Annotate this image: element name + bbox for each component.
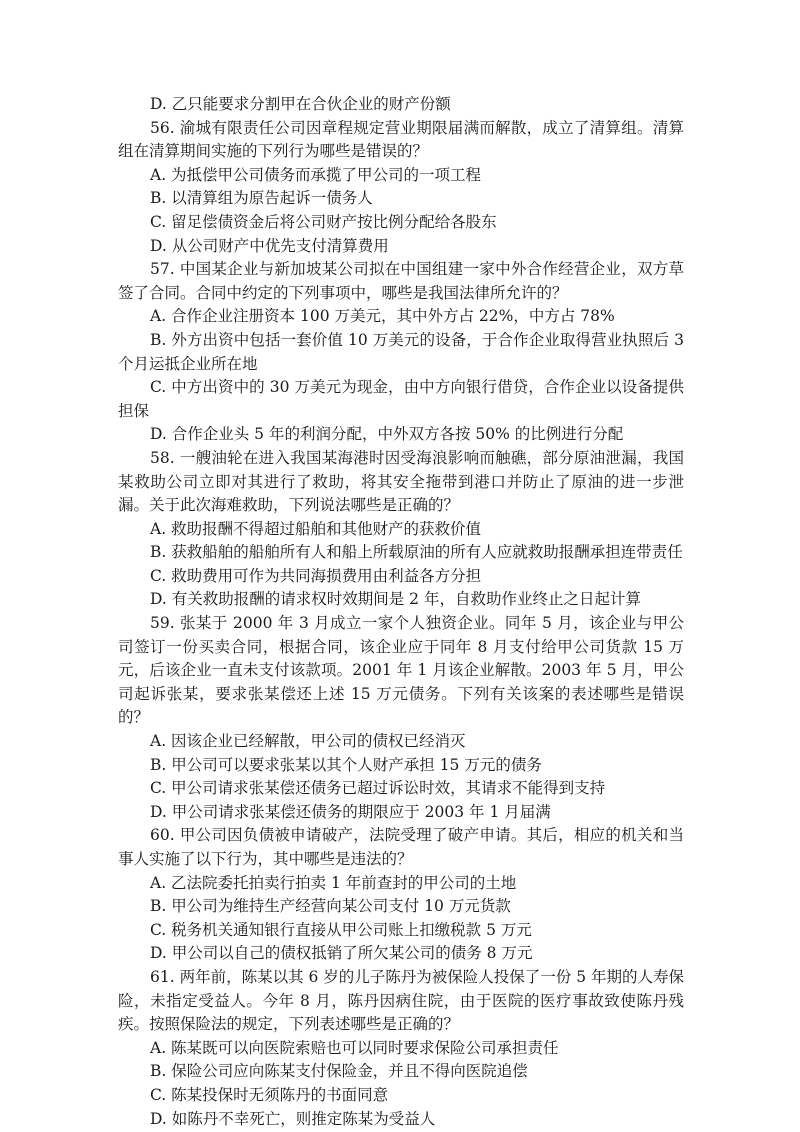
answer-option: B. 保险公司应向陈某支付保险金，并且不得向医院追偿	[150, 1062, 528, 1081]
answer-option: A. 救助报酬不得超过船舶和其他财产的获救价值	[150, 519, 482, 538]
question-60: 60. 甲公司因负债被申请破产，法院受理了破产申请。其后，相应的机关和当事人实施了以下行为，其中哪些是违法的？	[118, 826, 684, 868]
answer-option: A. 为抵偿甲公司债务而承揽了甲公司的一项工程	[150, 165, 482, 184]
answer-option: C. 税务机关通知银行直接从甲公司账上扣缴税款 5 万元	[150, 920, 532, 939]
answer-option: D. 乙只能要求分割甲在合伙企业的财产份额	[150, 95, 451, 113]
answer-option: A. 乙法院委托拍卖行拍卖 1 年前查封的甲公司的土地	[150, 873, 517, 892]
answer-option: D. 从公司财产中优先支付清算费用	[150, 236, 389, 255]
answer-option: C. 留足偿债资金后将公司财产按比例分配给各股东	[150, 212, 497, 231]
answer-option: C. 中方出资中的 30 万美元为现金，由中方向银行借贷，合作企业以设备提供担保	[118, 378, 684, 420]
answer-option: C. 甲公司请求张某偿还债务已超过诉讼时效，其请求不能得到支持	[150, 779, 606, 798]
answer-option: B. 外方出资中包括一套价值 10 万美元的设备，于合作企业取得营业执照后 3 个月运抵企业所在地	[118, 330, 684, 373]
answer-option: B. 甲公司可以要求张某以其个人财产承担 15 万元的债务	[150, 755, 542, 774]
answer-option: C. 陈某投保时无须陈丹的书面同意	[150, 1085, 389, 1104]
answer-option: C. 救助费用可作为共同海损费用由利益各方分担	[150, 566, 482, 585]
answer-option: D. 合作企业头 5 年的利润分配，中外双方各按 50% 的比例进行分配	[150, 425, 624, 444]
answer-option: D. 有关救助报酬的请求权时效期间是 2 年，自救助作业终止之日起计算	[150, 590, 641, 609]
answer-option: B. 甲公司为维持生产经营向某公司支付 10 万元货款	[150, 897, 511, 916]
question-58: 58. 一艘油轮在进入我国某海港时因受海浪影响而触礁，部分原油泄漏，我国某救助公司立即对其进行了救助，将其安全拖带到港口并防止了原油的进一步泄漏。关于此次海难救助，下列说法哪些是正确的？	[118, 448, 684, 515]
answer-option: A. 合作企业注册资本 100 万美元，其中外方占 22%，中方占 78%	[150, 307, 615, 326]
answer-option: D. 甲公司请求张某偿还债务的期限应于 2003 年 1 月届满	[150, 802, 551, 821]
question-56: 56. 渝城有限责任公司因章程规定营业期限届满而解散，成立了清算组。清算组在清算期间实施的下列行为哪些是错误的？	[118, 118, 684, 161]
answer-option: B. 以清算组为原告起诉一债务人	[150, 189, 373, 208]
answer-option: B. 获救船舶的船舶所有人和船上所载原油的所有人应就救助报酬承担连带责任	[150, 543, 683, 562]
answer-option: A. 陈某既可以向医院索赔也可以同时要求保险公司承担责任	[150, 1038, 559, 1057]
question-57: 57. 中国某企业与新加坡某公司拟在中国组建一家中外合作经营企业，双方草签了合同。合同中约定的下列事项中，哪些是我国法律所允许的？	[118, 260, 684, 302]
answer-option: D. 如陈丹不幸死亡，则推定陈某为受益人	[150, 1109, 436, 1128]
exam-text	[118, 93, 684, 1131]
question-59: 59. 张某于 2000 年 3 月成立一家个人独资企业。同年 5 月，该企业与甲公司签订一份买卖合同，根据合同，该企业应于同年 8 月支付给甲公司货款 15 万元，后该企业一直未支付该款项。2001 年 1 月该企业解散。2003 年 5 月，甲公司起诉张某，要求张某偿还上述 15 万元债务。下列有关该案的表述哪些是错误的？	[118, 614, 684, 727]
answer-option: A. 因该企业已经解散，甲公司的债权已经消灭	[150, 732, 466, 751]
question-61: 61. 两年前，陈某以其 6 岁的儿子陈丹为被保险人投保了一份 5 年期的人寿保险，未指定受益人。今年 8 月，陈丹因病住院，由于医院的医疗事故致使陈丹残疾。按照保险法的规定，下列表述哪些是正确的？	[118, 967, 685, 1034]
answer-option: D. 甲公司以自己的债权抵销了所欠某公司的债务 8 万元	[150, 944, 533, 963]
